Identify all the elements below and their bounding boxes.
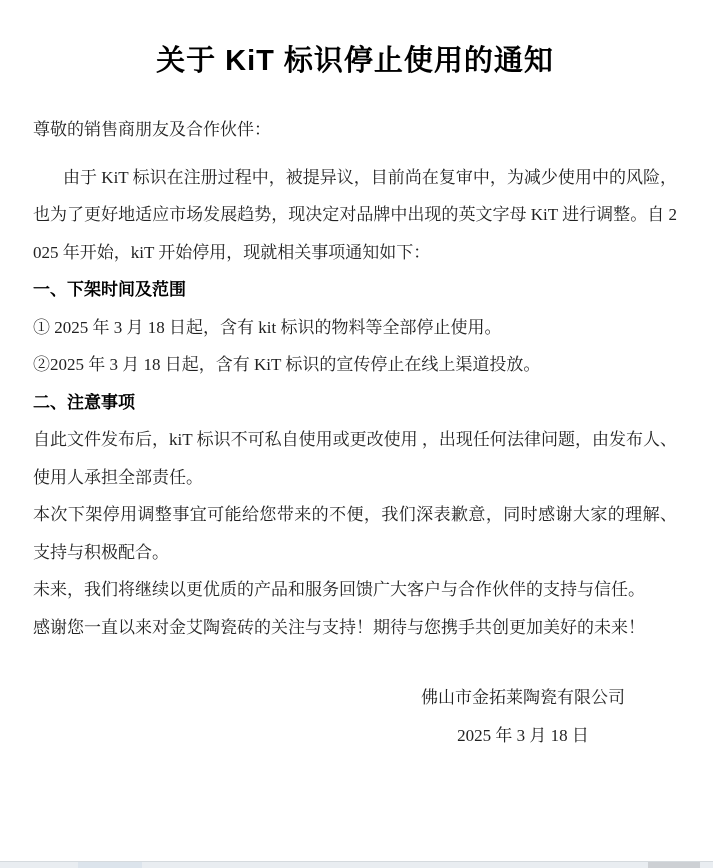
section2-paragraph-4: 感谢您一直以来对金艾陶瓷砖的关注与支持！期待与您携手共创更加美好的未来！	[33, 617, 645, 637]
bottom-edge-strip	[0, 861, 713, 868]
signature-inner	[421, 679, 625, 754]
bottom-strip-segment-right	[648, 862, 700, 868]
section1-heading: 一、下架时间及范围	[33, 280, 186, 299]
section2-heading: 二、注意事项	[33, 392, 135, 412]
section2-paragraph-1: 自此文件发布后，kiT 标识不可私自使用或更改使用 ，出现任何法律问题，由发布人、使用人承担全部责任。	[33, 430, 677, 487]
document-title: 关于 KiT 标识停止使用的通知	[156, 45, 554, 77]
section1-item-1: ① 2025 年 3 月 18 日起，含有 kit 标识的物料等全部停止使用。	[33, 317, 502, 337]
signature-company: 佛山市金拓莱陶瓷有限公司	[421, 688, 625, 707]
section2-paragraph-3: 未来，我们将继续以更优质的产品和服务回馈广大客户与合作伙伴的支持与信任。	[33, 580, 645, 599]
notice-document	[0, 40, 713, 754]
section2-paragraph-2: 本次下架停用调整事宜可能给您带来的不便，我们深表歉意，同时感谢大家的理解、支持与积极配合。	[33, 505, 677, 562]
bottom-strip-segment-left	[78, 862, 142, 868]
signature-block	[33, 679, 677, 754]
signature-date: 2025 年 3 月 18 日	[457, 725, 589, 745]
section1-item-2: ②2025 年 3 月 18 日起，含有 KiT 标识的宣传停止在线上渠道投放。	[33, 355, 541, 374]
salutation: 尊敬的销售商朋友及合作伙伴：	[33, 120, 271, 139]
intro-paragraph: 由于 KiT 标识在注册过程中，被提异议，目前尚在复审中，为减少使用中的风险，也为了更好地适应市场发展趋势，现决定对品牌中出现的英文字母 KiT 进行调整。自 2025 年开始，kiT 开始停用，现就相关事项通知如下：	[33, 167, 677, 262]
